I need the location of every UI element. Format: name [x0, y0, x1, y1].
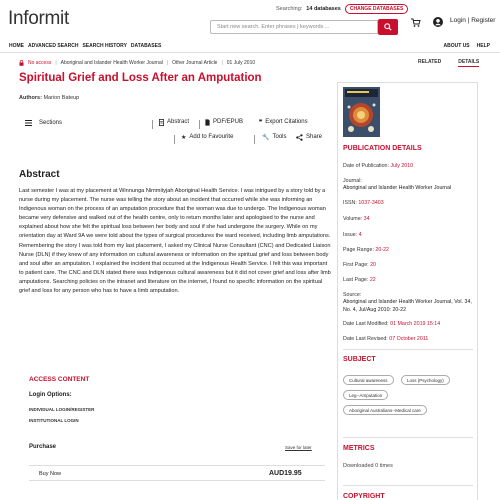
authors-label: Authors: [19, 95, 42, 101]
pdf-epub-button[interactable] [205, 119, 243, 126]
nav-advanced-search[interactable]: ADVANCED SEARCH [28, 43, 79, 49]
subject-tag[interactable]: Aboriginal Australians--Medical care [343, 405, 427, 415]
login-register-link[interactable]: Login | Register [450, 17, 496, 24]
sections-label: Sections [39, 120, 63, 126]
divider [174, 135, 175, 144]
details-sidebar [337, 82, 478, 500]
database-selector [276, 4, 408, 14]
field-label: Date Last Revised: [343, 336, 388, 342]
authors-line [19, 95, 79, 101]
sections-button[interactable] [25, 120, 62, 126]
buy-now-row[interactable] [29, 465, 325, 481]
article-type: Other Journal Article [172, 60, 218, 66]
last-page-field [343, 277, 475, 284]
divider [343, 485, 473, 486]
institutional-login-link[interactable]: INSTITUTIONAL LOGIN [29, 418, 79, 423]
buy-now-label[interactable]: Buy Now [39, 471, 62, 477]
access-content-heading: ACCESS CONTENT [29, 376, 90, 383]
article-meta-row [19, 60, 255, 66]
metrics-heading: METRICS [343, 445, 375, 452]
access-content-panel [18, 365, 330, 495]
search-button[interactable] [378, 19, 398, 35]
list-icon [25, 120, 32, 126]
page-range-field [343, 247, 475, 254]
field-value: 4 [358, 232, 362, 238]
no-access-label: No access [28, 60, 52, 66]
tools-label: Tools [272, 134, 287, 140]
nav-help[interactable]: HELP [476, 43, 490, 49]
nav-right [444, 43, 490, 49]
individual-login-link[interactable]: INDIVIDUAL LOGIN/REGISTER [29, 407, 95, 412]
field-label: Date of Publication: [343, 163, 389, 169]
sidebar-tabs [418, 59, 479, 67]
user-icon[interactable] [433, 17, 443, 27]
tab-details[interactable]: DETAILS [458, 59, 480, 65]
article-action-bar [18, 117, 329, 149]
field-value: July 2010 [390, 163, 414, 169]
divider [199, 120, 200, 129]
purchase-heading: Purchase [29, 444, 57, 450]
tools-button[interactable] [262, 134, 287, 141]
field-label: Journal: [343, 178, 362, 184]
field-label: Issue: [343, 232, 358, 238]
nav-about-us[interactable]: ABOUT US [443, 43, 470, 49]
field-label: First Page: [343, 262, 369, 268]
search-icon [384, 23, 392, 31]
journal-name-link[interactable]: Aboriginal and Islander Health Worker Journal [343, 185, 452, 192]
field-label: Date Last Modified: [343, 321, 389, 327]
divider [152, 120, 153, 129]
date-last-modified-field [343, 321, 475, 328]
separator: | [221, 60, 223, 66]
divider [343, 349, 473, 350]
date-of-publication [343, 163, 475, 170]
field-label: Page Range: [343, 247, 374, 253]
abstract-button[interactable] [159, 119, 189, 126]
field-value: 01 March 2019 15:14 [390, 321, 441, 327]
article-title: Spiritual Grief and Loss After an Amputation [19, 72, 262, 84]
volume-field [343, 216, 475, 223]
star-icon: ★ [181, 135, 187, 141]
field-value: 07 October 2011 [389, 336, 429, 342]
export-citations-button[interactable] [259, 119, 308, 126]
issn-field [343, 200, 475, 207]
subject-tag[interactable]: Loss (Psychology) [401, 375, 450, 385]
pdf-label: PDF/EPUB [213, 119, 244, 125]
journal-field [343, 178, 475, 193]
field-label: Volume: [343, 216, 363, 222]
nav-home[interactable]: HOME [9, 43, 24, 49]
source-field [343, 292, 475, 314]
field-label: Source: [343, 292, 362, 298]
save-for-later-link[interactable]: Save for later [285, 445, 312, 450]
search-input[interactable]: Start new search. Enter phrases | keywords ... [210, 20, 378, 34]
divider [254, 135, 255, 144]
field-value: 20-22 [375, 247, 389, 253]
informit-logo[interactable]: Informit [8, 8, 69, 29]
favourite-label: Add to Favourite [189, 134, 234, 140]
nav-search-history[interactable]: SEARCH HISTORY [82, 43, 127, 49]
subject-tag[interactable]: Leg--Amputation [343, 390, 388, 400]
field-value: Aboriginal and Islander Health Worker Journal, Vol. 34, No. 4, Jul/Aug 2010: 20-22 [343, 299, 472, 313]
add-to-favourite-button[interactable] [181, 134, 233, 141]
export-citations-label: Export Citations [265, 119, 308, 125]
publication-details-heading: PUBLICATION DETAILS [343, 145, 422, 152]
lock-icon [19, 60, 24, 66]
share-label: Share [306, 134, 323, 140]
tab-related[interactable]: RELATED [418, 59, 442, 65]
searching-label: Searching: [276, 6, 303, 12]
date-last-revised-field [343, 336, 475, 343]
separator: | [55, 60, 57, 66]
journal-cover-art [343, 87, 380, 137]
top-bar [0, 0, 500, 40]
main-nav [0, 40, 500, 53]
share-button[interactable] [296, 134, 322, 141]
quote-icon: ❞ [259, 120, 263, 126]
copyright-heading: COPYRIGHT [343, 493, 385, 500]
first-page-field [343, 262, 475, 269]
subject-tag[interactable]: Cultural awareness [343, 375, 394, 385]
document-icon [159, 119, 164, 126]
field-value: 34 [363, 216, 370, 222]
file-icon [205, 119, 210, 126]
separator: | [166, 60, 169, 66]
field-value: 22 [369, 277, 376, 283]
field-label: Last Page: [343, 277, 369, 283]
issue-field [343, 232, 475, 239]
abstract-text: Last semester I was at my placement at Winnunga Nimmityjah Aboriginal Health Service. I was intrigued by a story told by a nurse during my placement. The nurse was telling the story about an incident that occurred while she was informing an Indigenous woman on the process of an amputation procedure that the woman was due to undergo. The Indigenous woman became very defensive and walked out of the health centre, only to return months later and apologised to the nurse and explained about how she felt the spiritual loss between her body and soul if she had undergone the surgery. While on my orientation day at Ward 9A we were told about the types of surgical procedures the ward received, including limb amputations. Remembering the story I was told from my last placement, I asked my Clinical Nurse Consultant (CNC) and Dedicated Liaison Nurse (DLN) if they knew of any information on cultural awareness or information on the spiritual grief and loss between body and soul after an amputation. I explained the incident that occurred at the Indigenous Health Service. I felt this was important to patient care. The CNC and DLN stated there was Indigenous cultural awareness but it did not cover grief and loss after limb amputations. Searching policies on the intranet and literature on the internet, I found no specific information on the spiritual grief and loss for any person who has to have a limb amputation. [19, 188, 331, 295]
article-date: 01 July 2010 [226, 60, 256, 66]
journal-cover-image [343, 87, 380, 137]
nav-databases[interactable]: DATABASES [130, 43, 162, 49]
journal-link[interactable]: Aboriginal and Islander Health Worker Journal [60, 60, 163, 66]
field-label: ISSN: [343, 200, 357, 206]
share-icon [296, 134, 303, 141]
download-count: Downloaded 0 times [343, 463, 393, 469]
abstract-label: Abstract [167, 119, 190, 125]
price: AUD19.95 [269, 470, 302, 477]
field-value: 20 [370, 262, 377, 268]
login-options-heading: Login Options: [29, 392, 72, 398]
abstract-heading: Abstract [19, 169, 60, 180]
nav-left [9, 43, 161, 49]
author-link[interactable]: Marion Bateup [43, 95, 80, 101]
cart-icon[interactable] [411, 18, 421, 28]
wrench-icon: 🔧 [262, 135, 270, 141]
field-value: 1037-3403 [358, 200, 384, 206]
database-count: 14 databases [306, 6, 341, 12]
subject-heading: SUBJECT [343, 356, 376, 363]
divider [343, 437, 473, 438]
change-databases-button[interactable]: CHANGE DATABASES [345, 4, 408, 14]
